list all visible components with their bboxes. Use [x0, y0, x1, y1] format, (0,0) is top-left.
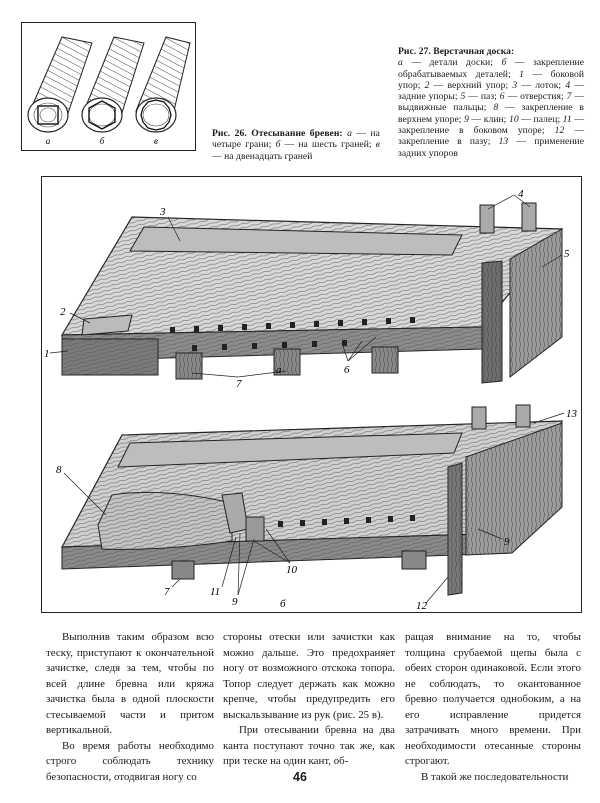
fig26-caption-key-0: а — [347, 128, 352, 139]
figure-27-workbench — [41, 176, 582, 613]
fig27-caption-desc-1: — закрепление обрабатываемых деталей; — [398, 57, 585, 80]
col1-paragraph-1: Выполнив таким образом всю теску, приступают к окончательной зачистке, следя за тем, чтобы по всей длине бревна или кряжа зачистка была в одной плоскости стесываемой части и притом вертикальной. — [46, 631, 214, 737]
workbench-clamping-view — [62, 405, 562, 595]
fig27-caption-desc-14: — применение задних упоров — [398, 136, 585, 159]
fig27-caption-key-6: 5 — [460, 91, 466, 103]
fig27-caption-desc-0: — детали доски; — [402, 57, 502, 69]
figure-27-caption-items — [398, 57, 584, 158]
col2-paragraph-2: При отесывании бревна на два канта поступают точно так же, как при теске на один кант, об- — [223, 724, 395, 768]
fig27-caption-key-12: 11 — [562, 113, 572, 125]
fig27a-label-6: 6 — [344, 364, 350, 376]
fig27-caption-desc-12: — закрепление в боковом упоре; — [398, 113, 584, 137]
fig27-caption-desc-2: — боковой упор; — [398, 68, 584, 91]
fig27b-label-9b: 9 — [504, 536, 510, 548]
fig27-caption-key-2: 1 — [519, 68, 525, 80]
fig26-caption-key-2: в — [375, 139, 380, 151]
fig27a-sublabel: а — [276, 364, 282, 376]
fig27b-label-13: 13 — [566, 408, 577, 420]
fig27-caption-key-8: 7 — [566, 91, 572, 103]
fig27-caption-desc-13: — закрепление в пазу; — [398, 125, 585, 148]
fig26-caption-desc-2: — на двенадцать граней — [212, 150, 313, 162]
figure-27-caption-title: Рис. 27. Верстачная доска: — [398, 46, 515, 57]
fig27-caption-desc-7: — отверстия; — [504, 91, 567, 103]
fig27-caption-key-10: 9 — [464, 113, 469, 125]
fig27b-label-12: 12 — [416, 600, 427, 611]
text-column-1 — [46, 630, 214, 785]
fig27-caption-key-5: 4 — [565, 79, 571, 91]
figure-26-caption-title: Рис. 26. Отесывание бревен: — [212, 128, 343, 139]
fig27a-label-1: 1 — [44, 348, 50, 360]
fig27a-label-3: 3 — [160, 206, 166, 218]
fig27-caption-key-0: а — [398, 57, 403, 69]
workbench-parts-view — [62, 203, 562, 383]
fig27-caption-desc-9: — закрепление в верхнем упоре; — [398, 102, 584, 125]
col3-paragraph-2: В такой же последовательности — [421, 770, 569, 783]
log-six-faces — [82, 37, 144, 132]
figure-27-caption — [398, 46, 584, 159]
fig27-caption-desc-5: — задние упоры; — [398, 79, 585, 103]
fig27-caption-key-3: 2 — [424, 79, 430, 91]
fig27b-label-7: 7 — [164, 586, 170, 598]
fig27-caption-key-11: 10 — [509, 113, 519, 125]
fig26-label-a: а — [45, 136, 51, 146]
fig26-caption-desc-0: — на четыре грани; — [212, 128, 380, 151]
fig27-caption-desc-3: — верхний упор; — [429, 79, 513, 91]
fig27-caption-desc-11: — палец; — [518, 113, 563, 125]
page-number: 46 — [293, 770, 307, 784]
fig26-caption-desc-1: — на шесть граней; — [280, 139, 376, 151]
fig27-caption-key-4: 3 — [512, 79, 518, 91]
text-column-2 — [223, 630, 395, 770]
fig27-caption-desc-8: — выдвижные пальцы; — [398, 91, 585, 114]
fig27b-label-8: 8 — [56, 464, 62, 476]
fig27b-label-10: 10 — [286, 564, 297, 576]
log-drawings — [22, 23, 194, 149]
fig27-caption-key-13: 12 — [554, 125, 565, 137]
fig27a-label-5: 5 — [564, 248, 570, 260]
fig26-label-c: в — [154, 136, 158, 146]
fig26-label-b: б — [99, 136, 105, 146]
text-column-3 — [405, 630, 581, 785]
fig27b-label-11: 11 — [210, 586, 221, 598]
fig27-caption-desc-6: — паз; — [465, 91, 500, 103]
fig27-caption-desc-10: — клин; — [468, 113, 509, 125]
col2-paragraph-1: стороны отески или зачистки как можно дальше. Это предохраняет ногу от возможного отскока топора. Топор следует держать как можно крепче, чтобы предупредить его выскальзывание из рук (рис. 25 в). — [223, 631, 395, 721]
fig27-caption-key-7: 6 — [499, 91, 505, 103]
log-twelve-faces — [136, 37, 190, 132]
fig26-caption-key-1: б — [275, 139, 281, 151]
fig27b-sublabel: б — [280, 598, 286, 610]
fig27a-label-7: 7 — [236, 378, 242, 390]
fig27-caption-key-14: 13 — [498, 136, 509, 148]
figure-26-caption — [212, 128, 380, 162]
fig27-caption-key-1: б — [501, 57, 507, 69]
fig27a-label-2: 2 — [60, 306, 66, 318]
fig27b-label-9a: 9 — [232, 596, 238, 608]
workbench-drawings — [42, 177, 580, 611]
fig27-caption-desc-4: — лоток; — [517, 79, 566, 91]
col1-paragraph-2: Во время работы необходимо строго соблюдать технику безопасности, отодвигая ногу со — [46, 739, 214, 783]
fig27a-label-4: 4 — [518, 188, 524, 200]
fig27-caption-key-9: 8 — [493, 102, 499, 114]
figure-26-logs — [21, 22, 196, 151]
col3-paragraph-1: ращая внимание на то, чтобы толщина срубаемой щепы была с обеих сторон одинаковой. Если этого не соблюдать, то окантованное бревно получается однобоким, а на его исправление придется затрачивать много времени. При необходимости отесанные стороны строгают. — [405, 631, 581, 768]
